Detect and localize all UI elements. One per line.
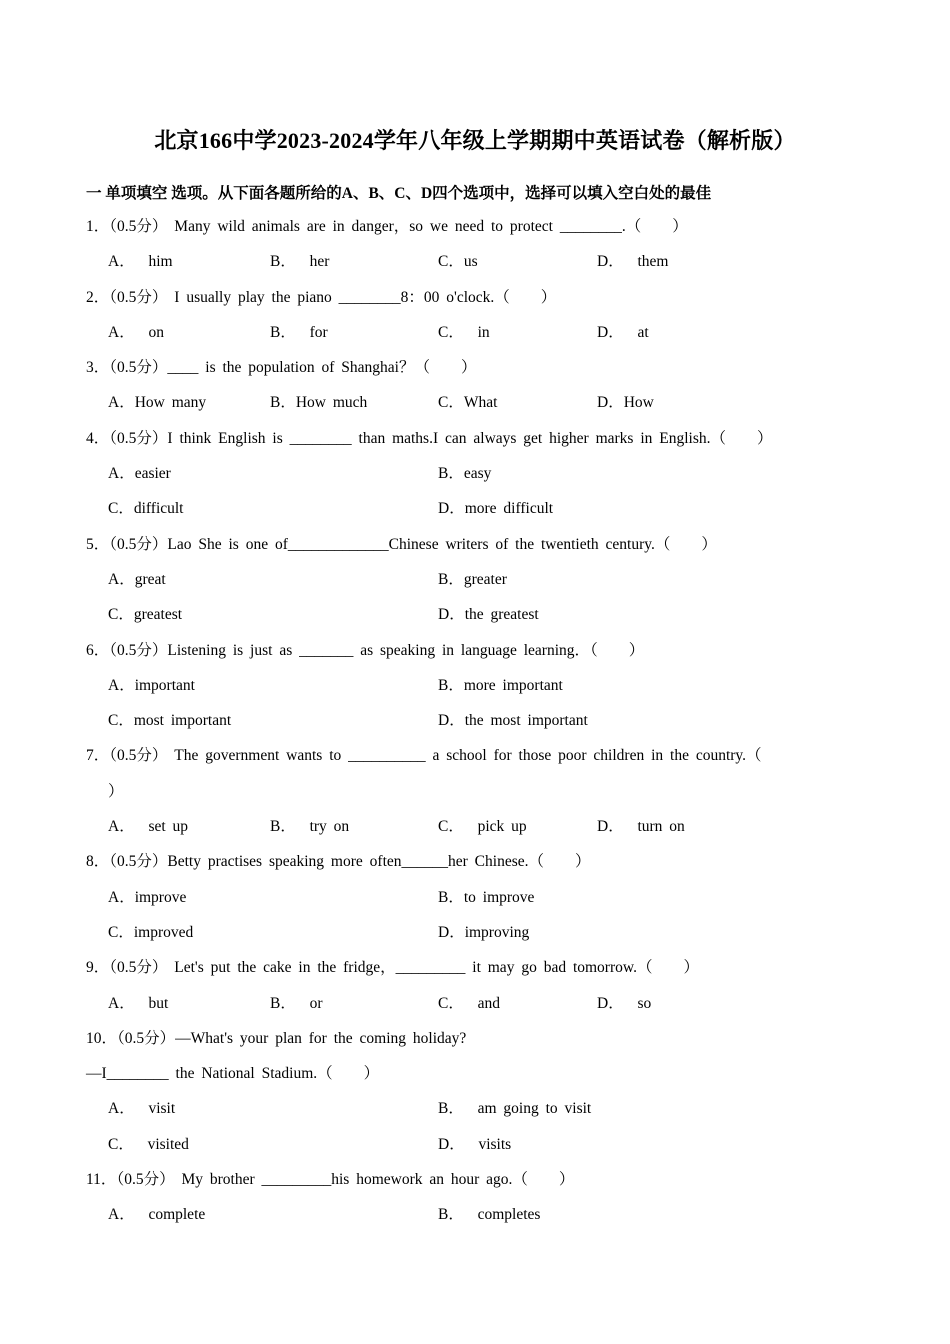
options-row xyxy=(86,244,866,279)
question-list xyxy=(86,209,866,1233)
question-score: （0.5分） xyxy=(109,218,168,235)
question-text: Listening is just as _______ as speaking in language learning．（ ） xyxy=(167,641,645,659)
question-score: （0.5分） xyxy=(109,359,168,377)
options-row xyxy=(86,597,866,632)
question-number: 10． xyxy=(86,1029,118,1047)
options-row xyxy=(86,1091,866,1126)
question-score: （0.5分） xyxy=(116,1171,175,1189)
question-text: Betty practises speaking more often______her Chinese.（ ） xyxy=(167,853,591,871)
answer-option: A．important xyxy=(108,676,195,694)
options-row xyxy=(86,385,866,420)
answer-option: A． him xyxy=(108,253,173,271)
options-row xyxy=(86,809,866,844)
answer-option: C． in xyxy=(438,323,490,341)
answer-option: B．easy xyxy=(438,465,492,483)
options-row xyxy=(86,1127,866,1162)
options-row xyxy=(86,562,866,597)
question-number: 3． xyxy=(86,359,110,377)
question-stem xyxy=(86,421,866,456)
options-row xyxy=(86,315,866,350)
answer-option: A．great xyxy=(108,570,166,588)
answer-option: C．What xyxy=(438,394,498,412)
answer-option: B． try on xyxy=(270,818,350,836)
options-row xyxy=(86,880,866,915)
question-stem xyxy=(86,1021,866,1056)
question-number: 6． xyxy=(86,641,110,659)
answer-option: D．How xyxy=(597,394,654,412)
question-number: 9． xyxy=(86,959,110,977)
question-text: The government wants to __________ a school for those poor children in the country.（ xyxy=(167,747,762,765)
answer-option: A． set up xyxy=(108,818,189,836)
question-number: 5． xyxy=(86,535,110,553)
question-stem xyxy=(86,350,866,385)
options-row xyxy=(86,986,866,1021)
question-text: Many wild animals are in danger，so we need to protect ________.（ ） xyxy=(167,218,688,235)
answer-option: B．How much xyxy=(270,394,368,412)
answer-option: B． for xyxy=(270,323,328,341)
answer-option: D．more difficult xyxy=(438,500,554,518)
question-number: 8． xyxy=(86,853,110,871)
answer-option: A．How many xyxy=(108,394,207,412)
question-stem xyxy=(86,1162,866,1197)
question-stem xyxy=(86,280,866,315)
answer-option: A． but xyxy=(108,994,169,1012)
question-text: My brother _________his homework an hour ago.（ ） xyxy=(174,1171,575,1189)
answer-option: D．the most important xyxy=(438,712,588,730)
answer-option: C．greatest xyxy=(108,606,183,624)
answer-option: A．easier xyxy=(108,465,171,483)
answer-option: D． at xyxy=(597,323,649,341)
question-number: 11． xyxy=(86,1171,117,1189)
question-score: （0.5分） xyxy=(109,288,168,306)
question-stem xyxy=(86,633,866,668)
answer-option: C． and xyxy=(438,994,500,1012)
question-text: I think English is ________ than maths.I can always get higher marks in English.（ ） xyxy=(167,429,773,447)
answer-option: C．improved xyxy=(108,923,194,941)
answer-option: D． turn on xyxy=(597,818,685,836)
question-score: （0.5分） xyxy=(109,747,168,765)
question-text: I usually play the piano ________8：00 o'clock.（ ） xyxy=(167,288,557,306)
answer-option: A． on xyxy=(108,323,164,341)
answer-option: C． visited xyxy=(108,1135,189,1153)
options-row xyxy=(86,456,866,491)
question-text-continued: —I________ the National Stadium.（ ） xyxy=(86,1065,380,1083)
question-score: （0.5分） xyxy=(109,853,168,871)
answer-option: A． visit xyxy=(108,1100,176,1118)
answer-option: D． them xyxy=(597,253,669,271)
answer-option: D． visits xyxy=(438,1135,512,1153)
question-stem xyxy=(86,209,866,244)
answer-option: B．to improve xyxy=(438,888,535,906)
question-stem xyxy=(86,950,866,985)
answer-option: C．difficult xyxy=(108,500,184,518)
section-heading: 一 单项填空 选项。从下面各题所给的A、B、C、D四个选项中，选择可以填入空白处的最佳 xyxy=(86,185,712,202)
options-row xyxy=(86,915,866,950)
question-text: —What's your plan for the coming holiday? xyxy=(175,1029,467,1047)
question-score: （0.5分） xyxy=(109,959,168,977)
answer-option: B．greater xyxy=(438,570,507,588)
question-text: ____ is the population of Shanghai？（ ） xyxy=(167,359,477,377)
answer-option: B． or xyxy=(270,994,323,1012)
answer-option: B． her xyxy=(270,253,330,271)
answer-option: D．improving xyxy=(438,923,530,941)
question-stem xyxy=(86,844,866,879)
question-text: Let's put the cake in the fridge，_________ it may go bad tomorrow.（ ） xyxy=(167,959,699,977)
answer-option: D．the greatest xyxy=(438,606,539,624)
question-number: 2． xyxy=(86,288,110,306)
question-number: 4． xyxy=(86,429,110,447)
question-text-continued: ） xyxy=(108,782,124,800)
options-row xyxy=(86,703,866,738)
question-score: （0.5分） xyxy=(109,535,168,553)
answer-option: A． complete xyxy=(108,1206,206,1224)
options-row xyxy=(86,1197,866,1232)
answer-option: C．most important xyxy=(108,712,232,730)
question-number: 7． xyxy=(86,747,110,765)
answer-option: B． am going to visit xyxy=(438,1100,592,1118)
question-stem-continuation xyxy=(86,774,866,809)
question-score: （0.5分） xyxy=(117,1029,176,1047)
answer-option: C．us xyxy=(438,253,478,271)
options-row xyxy=(86,668,866,703)
options-row xyxy=(86,491,866,526)
question-score: （0.5分） xyxy=(109,429,168,447)
question-score: （0.5分） xyxy=(109,641,168,659)
answer-option: D． so xyxy=(597,994,652,1012)
page-title: 北京166中学2023-2024学年八年级上学期期中英语试卷（解析版） xyxy=(154,128,796,153)
question-text: Lao She is one of_____________Chinese writers of the twentieth century.（ ） xyxy=(167,535,717,553)
answer-option: C． pick up xyxy=(438,818,527,836)
question-stem xyxy=(86,527,866,562)
question-stem xyxy=(86,738,866,773)
answer-option: B．more important xyxy=(438,676,563,694)
question-stem-continuation xyxy=(86,1056,866,1091)
answer-option: B． completes xyxy=(438,1206,541,1224)
answer-option: A．improve xyxy=(108,888,187,906)
question-number: 1． xyxy=(86,218,110,235)
